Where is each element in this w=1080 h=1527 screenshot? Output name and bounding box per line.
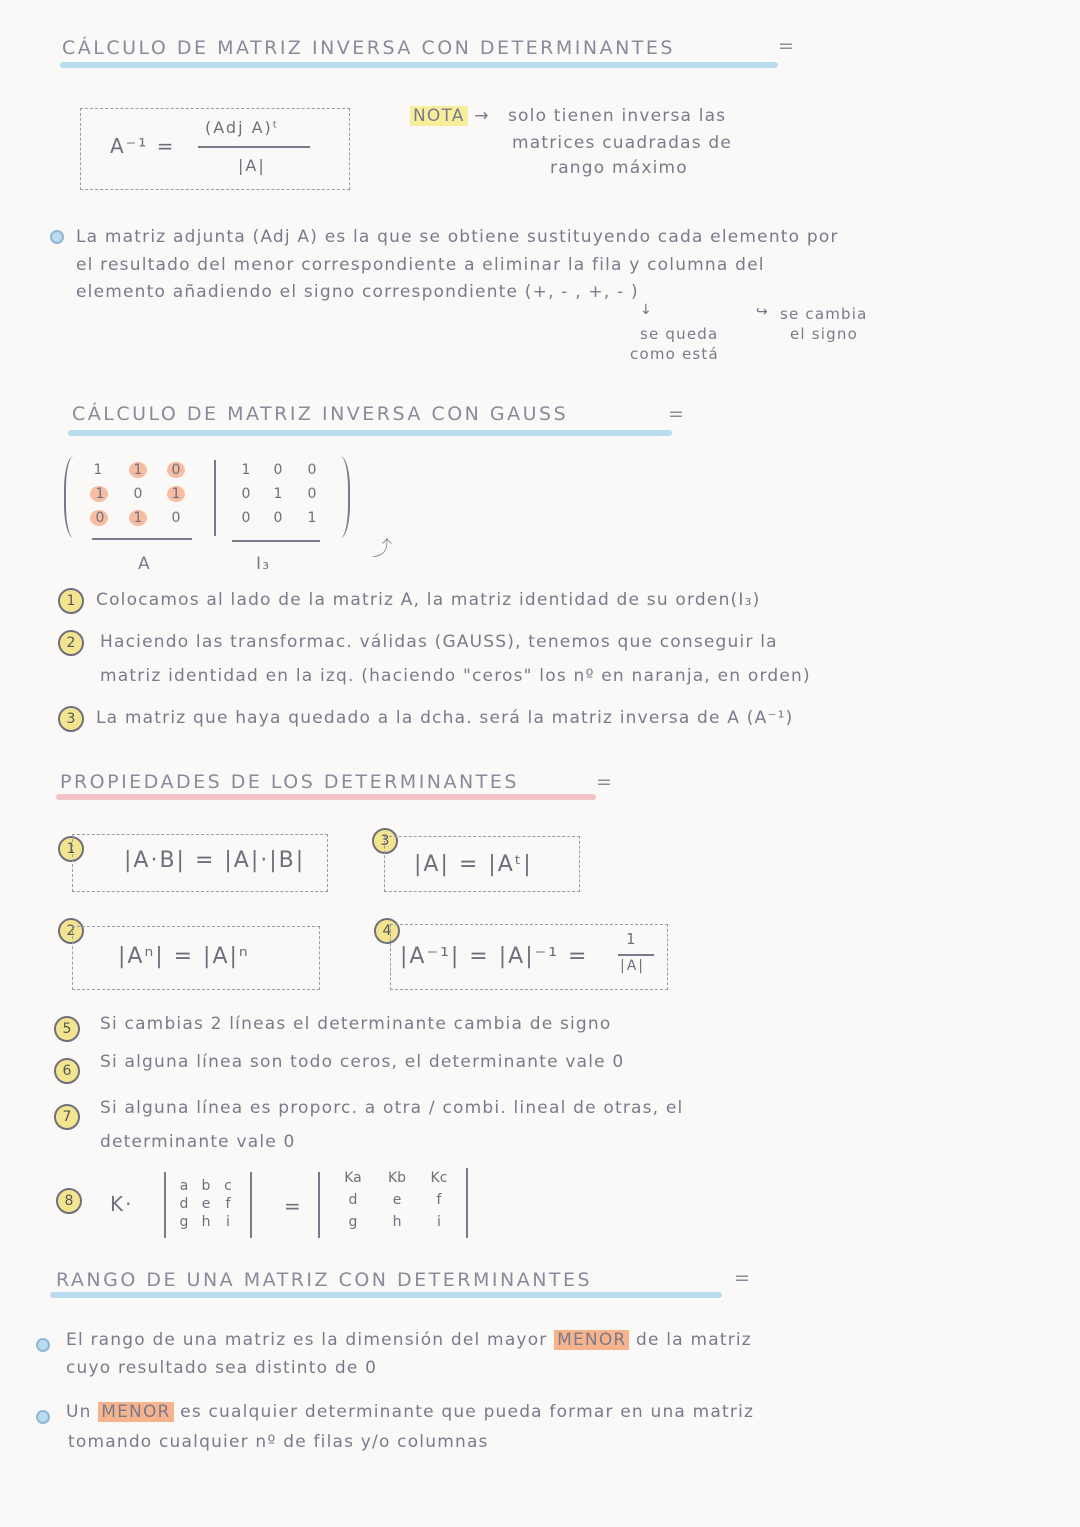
menor-highlight: MENOR [98,1402,173,1422]
det-left-cell: d [179,1196,189,1212]
adjunta-line-3: elemento añadiendo el signo correspondiente (+, - , +, - ) [76,282,639,302]
section-title-inverse-gauss: CÁLCULO DE MATRIZ INVERSA CON GAUSS [72,403,569,425]
gauss-step-2-line-1: Haciendo las transformac. válidas (GAUSS), tenemos que conseguir la [100,632,778,652]
title-underline [60,62,778,68]
adjunta-line-1: La matriz adjunta (Adj A) es la que se obtiene sustituyendo cada elemento por [76,227,839,247]
matrix-i-cell: 0 [307,462,317,478]
nota-highlight: NOTA [410,106,468,126]
property-2-formula: |Aⁿ| = |A|ⁿ [118,944,250,969]
paren-right [326,456,350,538]
nota-arrow: → [474,106,490,126]
rule-7-line-1: Si alguna línea es proporc. a otra / combi. lineal de otras, el [100,1098,684,1118]
fraction-bar [198,146,310,148]
adjunta-line-2: el resultado del menor correspondiente a eliminar la fila y columna del [76,255,765,275]
property-number-badge: 1 [58,836,84,862]
bullet-dot [36,1410,50,1424]
rule-number-badge: 7 [54,1104,80,1130]
matrix-i-cell: 0 [241,486,251,502]
title-equals: = [596,771,615,793]
rank-definition-line-2: cuyo resultado sea distinto de 0 [66,1358,378,1378]
menor-highlight: MENOR [554,1330,629,1350]
nota-line-1: solo tienen inversa las [508,106,727,126]
rank-text-b: de la matriz [636,1330,752,1350]
rule-number-badge: 5 [54,1016,80,1042]
rule-number-badge: 6 [54,1058,80,1084]
matrix-i-cell: 1 [241,462,251,478]
matrix-a-cell: 0 [95,510,105,526]
gauss-step-1: Colocamos al lado de la matriz A, la matriz identidad de su orden(I₃) [96,590,761,610]
nota-line-3: rango máximo [550,158,688,178]
det-bar [250,1172,252,1238]
fraction-bar [618,954,654,956]
rule-number-badge: 8 [56,1188,82,1214]
matrix-a-underline [92,538,192,540]
rule-8-equals: = [284,1194,303,1218]
note-keep-line-2: como está [630,345,719,363]
nota-label [410,104,490,128]
title-underline [50,1292,722,1298]
augment-divider [214,460,216,536]
matrix-a-cell: 0 [171,510,181,526]
inverse-formula-numerator: (Adj A)ᵗ [205,118,280,137]
section-title-rank: RANGO DE UNA MATRIZ CON DETERMINANTES [56,1269,593,1291]
note-change-line-1: se cambia [780,305,868,323]
det-right-cell: Kb [387,1170,407,1186]
det-right-cell: h [392,1214,402,1230]
title-equals: = [668,403,687,425]
det-bar [318,1172,320,1238]
matrix-i-cell: 0 [273,510,283,526]
matrix-i-cell: 1 [307,510,317,526]
matrix-a-cell: 1 [93,462,103,478]
det-left-cell: g [179,1214,189,1230]
section-title-inverse-determinants: CÁLCULO DE MATRIZ INVERSA CON DETERMINANTES [62,37,675,59]
matrix-i-cell: 0 [273,462,283,478]
det-right-cell: Kc [430,1170,448,1186]
bullet-dot [50,230,64,244]
rule-7-line-2: determinante vale 0 [100,1132,296,1152]
property-number-badge: 4 [374,918,400,944]
rule-8-scalar: K· [110,1192,134,1216]
down-arrow-icon: ↓ [640,302,652,318]
rule-6-text: Si alguna línea son todo ceros, el determinante vale 0 [100,1052,625,1072]
note-keep-line-1: se queda [640,325,719,343]
det-right-cell: f [436,1192,442,1208]
matrix-i-cell: 0 [241,510,251,526]
det-left-cell: c [224,1178,232,1194]
property-1-formula: |A·B| = |A|·|B| [124,848,306,873]
matrix-a-cell: 0 [133,486,143,502]
right-arrow-icon: ↪ [756,304,768,320]
section-title-properties: PROPIEDADES DE LOS DETERMINANTES [60,771,519,793]
bullet-dot [36,1338,50,1352]
matrix-a-cell: 1 [133,510,143,526]
det-right-cell: e [392,1192,402,1208]
property-4-formula: |A⁻¹| = |A|⁻¹ = [400,944,589,969]
note-change-line-2: el signo [790,325,858,343]
det-right-cell: Ka [344,1170,362,1186]
det-left-cell: a [179,1178,189,1194]
inverse-formula-lhs: A⁻¹ = [110,134,176,158]
det-right-cell: d [348,1192,358,1208]
gauss-step-2-line-2: matriz identidad en la izq. (haciendo "ceros" los nº en naranja, en orden) [100,666,811,686]
rank-definition-line-1 [66,1328,752,1352]
property-3-formula: |A| = |Aᵗ| [414,852,533,877]
property-4-frac-den: |A| [620,958,646,974]
title-underline [56,794,596,800]
paren-left [64,456,88,538]
rank-text-a: El rango de una matriz es la dimensión del mayor [66,1330,548,1350]
step-number-badge: 2 [58,630,84,656]
inverse-formula-denominator: |A| [238,156,266,175]
menor-definition-line-2: tomando cualquier nº de filas y/o columnas [68,1432,489,1452]
curved-arrow-icon: ⤴ [372,536,392,560]
matrix-a-cell: 1 [171,486,181,502]
menor-text-b: es cualquier determinante que pueda formar en una matriz [180,1402,755,1422]
property-number-badge: 2 [58,918,84,944]
matrix-a-label: A [138,554,151,574]
det-left-cell: f [225,1196,231,1212]
matrix-i-cell: 1 [273,486,283,502]
title-equals: = [778,35,797,57]
title-equals: = [734,1267,753,1289]
det-left-cell: h [201,1214,211,1230]
step-number-badge: 1 [58,588,84,614]
matrix-a-cell: 1 [133,462,143,478]
det-right-cell: i [437,1214,441,1230]
nota-line-2: matrices cuadradas de [512,133,733,153]
property-4-frac-num: 1 [626,930,638,948]
gauss-step-3: La matriz que haya quedado a la dcha. será la matriz inversa de A (A⁻¹) [96,708,794,728]
menor-text-a: Un [66,1402,92,1422]
step-number-badge: 3 [58,706,84,732]
det-left-cell: e [201,1196,211,1212]
matrix-a-cell: 0 [171,462,181,478]
det-right-cell: g [348,1214,358,1230]
matrix-i-underline [232,540,320,542]
det-bar [466,1168,468,1238]
matrix-i-cell: 0 [307,486,317,502]
menor-definition-line-1 [66,1400,754,1424]
det-left-cell: b [201,1178,211,1194]
title-underline [68,430,672,436]
det-bar [164,1172,166,1238]
det-left-cell: i [226,1214,230,1230]
property-number-badge: 3 [372,828,398,854]
rule-5-text: Si cambias 2 líneas el determinante cambia de signo [100,1014,612,1034]
matrix-a-cell: 1 [95,486,105,502]
matrix-i-label: I₃ [256,554,271,574]
